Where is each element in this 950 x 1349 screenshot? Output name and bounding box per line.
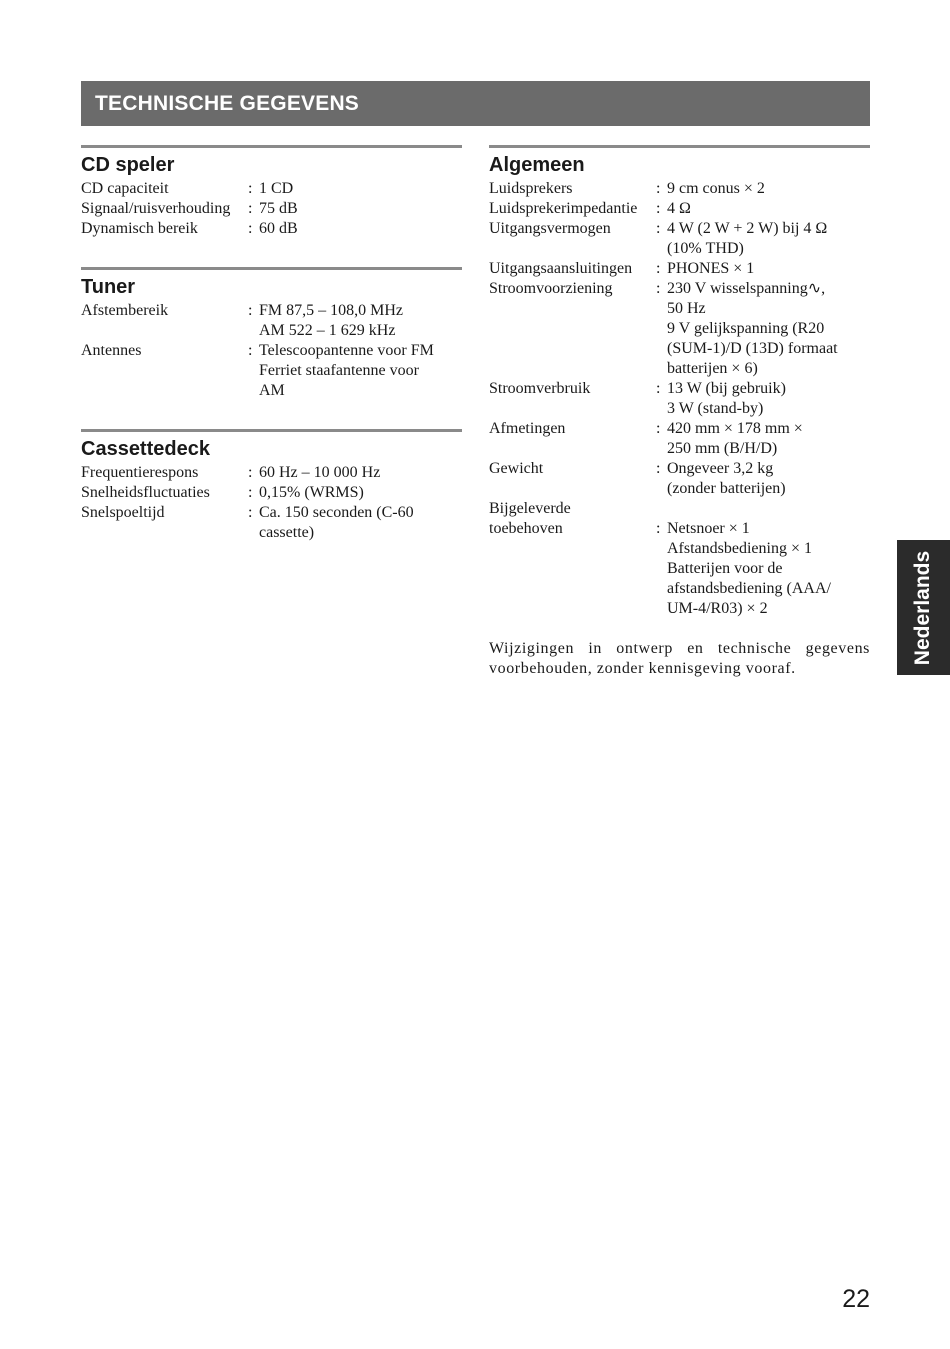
spec-row <box>81 199 462 219</box>
spec-separator: : <box>248 302 253 319</box>
spec-row <box>489 499 870 619</box>
spec-separator: : <box>248 342 253 359</box>
language-side-tab <box>897 540 950 675</box>
spec-separator: : <box>656 520 661 537</box>
spec-value: Ca. 150 seconden (C-60 cassette) <box>259 504 414 541</box>
spec-row <box>81 483 462 503</box>
spec-value: 9 cm conus × 2 <box>667 180 765 197</box>
spec-value: 4 Ω <box>667 200 691 217</box>
spec-row <box>489 259 870 279</box>
spec-label: Uitgangsaansluitingen <box>489 260 633 277</box>
spec-label: Uitgangsvermogen <box>489 220 611 237</box>
spec-row <box>489 379 870 419</box>
spec-label: CD capaciteit <box>81 180 169 197</box>
spec-row <box>81 219 462 239</box>
spec-label: Signaal/ruisverhouding <box>81 200 231 217</box>
spec-value: 75 dB <box>259 200 298 217</box>
spec-row <box>81 301 462 341</box>
spec-row <box>489 199 870 219</box>
spec-label: Stroomverbruik <box>489 380 591 397</box>
section-cd-speler <box>81 145 462 239</box>
spec-value: 230 V wisselspanning∿, 50 Hz 9 V gelijkspanning (R20 (SUM-1)/D (13D) formaat batterijen × 6) <box>667 280 838 377</box>
spec-separator: : <box>656 420 661 437</box>
language-label: Nederlands <box>911 550 935 665</box>
spec-value: Telescoopantenne voor FM Ferriet staafantenne voor AM <box>259 342 434 399</box>
spec-separator: : <box>656 280 661 297</box>
spec-row <box>81 503 462 543</box>
spec-separator: : <box>248 200 253 217</box>
spec-label: Stroomvoorziening <box>489 280 613 297</box>
spec-separator: : <box>248 220 253 237</box>
spec-separator: : <box>248 484 253 501</box>
section-title: Algemeen <box>489 154 585 176</box>
spec-value: 1 CD <box>259 180 294 197</box>
spec-value: 4 W (2 W + 2 W) bij 4 Ω (10% THD) <box>667 220 828 257</box>
section-title: Tuner <box>81 276 136 298</box>
spec-separator: : <box>248 180 253 197</box>
section-cassettedeck <box>81 429 462 543</box>
spec-separator: : <box>656 200 661 217</box>
spec-separator: : <box>248 504 253 521</box>
spec-separator: : <box>656 460 661 477</box>
spec-separator: : <box>248 464 253 481</box>
spec-value: FM 87,5 – 108,0 MHz AM 522 – 1 629 kHz <box>259 302 404 339</box>
spec-value: Netsnoer × 1 Afstandsbediening × 1 Batterijen voor de afstandsbediening (AAA/ UM-4/R03) × 2 <box>667 520 831 617</box>
spec-row <box>489 419 870 459</box>
spec-value: 0,15% (WRMS) <box>259 484 364 501</box>
spec-label: Luidsprekers <box>489 180 573 197</box>
left-column <box>81 145 462 543</box>
spec-label: Dynamisch bereik <box>81 220 198 237</box>
spec-label: Antennes <box>81 342 142 359</box>
page-header-bar <box>81 81 870 126</box>
spec-label: Luidsprekerimpedantie <box>489 200 638 217</box>
spec-label: Bijgeleverde toebehoven <box>489 500 571 537</box>
section-algemeen <box>489 145 870 619</box>
spec-value: Ongeveer 3,2 kg (zonder batterijen) <box>667 460 786 497</box>
spec-label: Afmetingen <box>489 420 566 437</box>
spec-separator: : <box>656 220 661 237</box>
spec-label: Afstembereik <box>81 302 169 319</box>
disclaimer-note: Wijzigingen in ontwerp en technische gegevens voorbehouden, zonder kennisgeving vooraf. <box>489 640 870 677</box>
spec-value: PHONES × 1 <box>667 260 755 277</box>
right-column <box>489 145 870 695</box>
spec-separator: : <box>656 380 661 397</box>
spec-label: Frequentierespons <box>81 464 199 481</box>
spec-label: Snelheidsfluctuaties <box>81 484 210 501</box>
spec-label: Gewicht <box>489 460 544 477</box>
spec-row <box>81 179 462 199</box>
spec-row <box>489 219 870 259</box>
spec-value: 13 W (bij gebruik) 3 W (stand-by) <box>667 380 786 417</box>
page-number: 22 <box>842 1285 870 1313</box>
spec-label: Snelspoeltijd <box>81 504 165 521</box>
spec-row <box>489 459 870 499</box>
spec-row <box>489 279 870 379</box>
section-title: Cassettedeck <box>81 438 210 460</box>
spec-value: 420 mm × 178 mm × 250 mm (B/H/D) <box>667 420 803 457</box>
spec-row <box>81 341 462 401</box>
page-title: TECHNISCHE GEGEVENS <box>95 91 360 115</box>
spec-value: 60 dB <box>259 220 298 237</box>
spec-separator: : <box>656 180 661 197</box>
spec-row <box>489 179 870 199</box>
spec-row <box>81 463 462 483</box>
section-title: CD speler <box>81 154 175 176</box>
spec-separator: : <box>656 260 661 277</box>
section-tuner <box>81 267 462 401</box>
spec-value: 60 Hz – 10 000 Hz <box>259 464 381 481</box>
